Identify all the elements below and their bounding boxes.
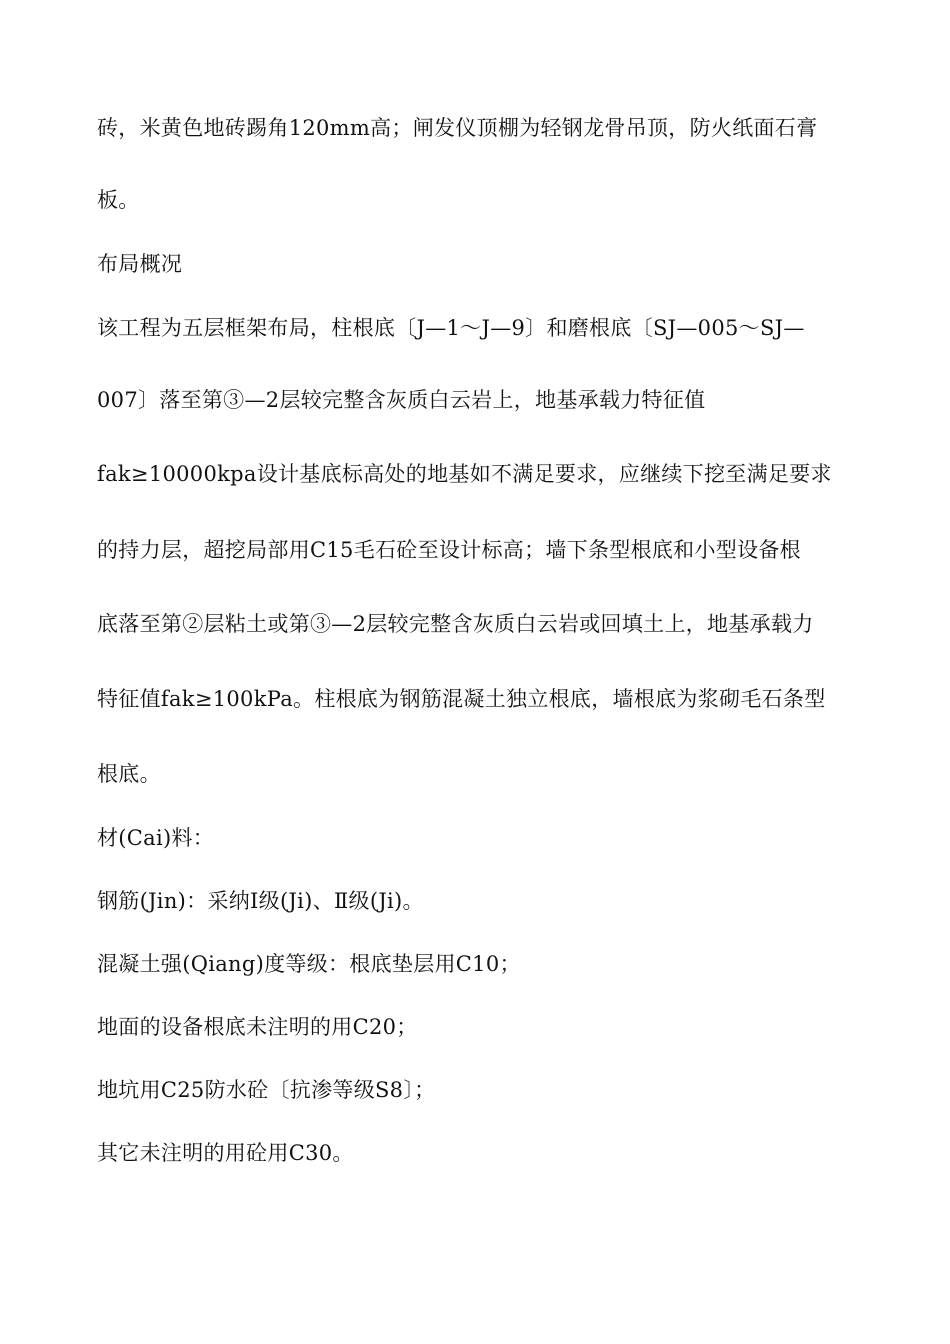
material-item-equipment-foundation: 地面的设备根底未注明的用C20； bbox=[97, 1015, 418, 1039]
paragraph-line: 特征值fak≥100kPa。柱根底为钢筋混凝土独立根底，墙根底为浆砌毛石条型 bbox=[97, 687, 826, 711]
paragraph-line: 根底。 bbox=[97, 762, 161, 786]
paragraph-line: fak≥10000kpa设计基底标高处的地基如不满足要求，应继续下挖至满足要求 bbox=[97, 462, 832, 486]
paragraph-line: 007〕落至第③—2层较完整含灰质白云岩上，地基承载力特征值 bbox=[97, 388, 706, 412]
material-item-steel: 钢筋(Jin)：采纳Ⅰ级(Ji)、Ⅱ级(Ji)。 bbox=[97, 889, 424, 913]
paragraph-line: 砖，米黄色地砖踢角120mm高；闸发仪顶棚为轻钢龙骨吊顶，防火纸面石膏 bbox=[97, 116, 818, 140]
section-heading-layout: 布局概况 bbox=[97, 252, 183, 276]
paragraph-line: 板。 bbox=[97, 188, 140, 212]
paragraph-line: 该工程为五层框架布局，柱根底〔J—1～J—9〕和磨根底〔SJ—005～SJ— bbox=[97, 316, 805, 340]
paragraph-line: 底落至第②层粘土或第③—2层较完整含灰质白云岩或回填土上，地基承载力 bbox=[97, 612, 814, 636]
paragraph-line: 的持力层，超挖局部用C15毛石砼至设计标高；墙下条型根底和小型设备根 bbox=[97, 538, 801, 562]
material-item-concrete-grade: 混凝土强(Qiang)度等级：根底垫层用C10； bbox=[97, 952, 521, 976]
material-item-pit: 地坑用C25防水砼〔抗渗等级S8〕； bbox=[97, 1078, 436, 1102]
material-item-other: 其它未注明的用砼用C30。 bbox=[97, 1141, 354, 1165]
section-heading-material: 材(Cai)料： bbox=[97, 826, 215, 850]
